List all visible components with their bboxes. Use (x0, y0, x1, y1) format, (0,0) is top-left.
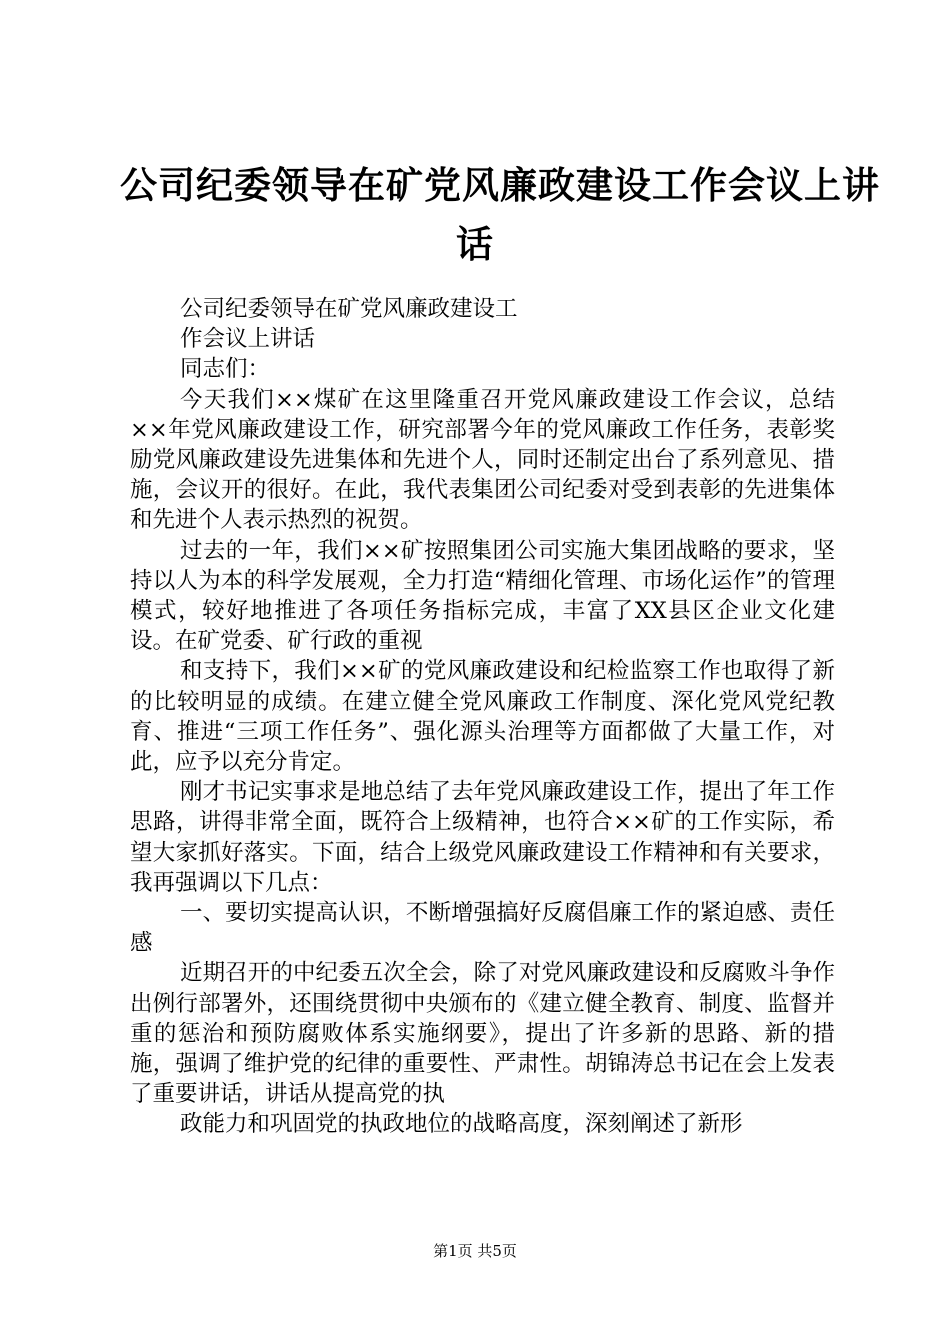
section-heading: 一、要切实提高认识，不断增强搞好反腐倡廉工作的紧迫感、责任感 (130, 900, 835, 957)
paragraph: 今天我们××煤矿在这里隆重召开党风廉政建设工作会议，总结××年党风廉政建设工作，研究部署今年的党风廉政工作任务，表彰奖励党风廉政建设先进集体和先进个人，同时还制定出台了系列意见、措施，会议开的很好。在此，我代表集团公司纪委对受到表彰的先进集体和先进个人表示热烈的祝贺。 (130, 386, 835, 534)
subtitle-line-2: 作会议上讲话 (180, 326, 316, 353)
paragraph: 过去的一年，我们××矿按照集团公司实施大集团战略的要求，坚持以人为本的科学发展观，全力打造“精细化管理、市场化运作”的管理模式，较好地推进了各项任务指标完成，丰富了XX县区企业文化建设。在矿党委、矿行政的重视 (130, 537, 835, 655)
document-title (120, 156, 880, 274)
paragraph: 近期召开的中纪委五次全会，除了对党风廉政建设和反腐败斗争作出例行部署外，还围绕贯彻中央颁布的《建立健全教育、制度、监督并重的惩治和预防腐败体系实施纲要》，提出了许多新的思路、新的措施，强调了维护党的纪律的重要性、严肃性。胡锦涛总书记在会上发表了重要讲话，讲话从提高党的执 (130, 960, 835, 1108)
subtitle-line-1: 公司纪委领导在矿党风廉政建设工 (180, 296, 518, 322)
paragraph: 政能力和巩固党的执政地位的战略高度，深刻阐述了新形 (180, 1111, 743, 1138)
paragraph: 刚才书记实事求是地总结了去年党风廉政建设工作，提出了年工作思路，讲得非常全面，既符合上级精神，也符合××矿的工作实际，希望大家抓好落实。下面，结合上级党风廉政建设工作精神和有关要求，我再强调以下几点： (130, 779, 835, 896)
title-line-1: 公司纪委领导在矿党风廉政建设工作会议上讲 (120, 163, 880, 207)
paragraph: 和支持下，我们××矿的党风廉政建设和纪检监察工作也取得了新的比较明显的成绩。在建立健全党风廉政工作制度、深化党风党纪教育、推进“三项工作任务”、强化源头治理等方面都做了大量工作，对此，应予以充分肯定。 (130, 658, 835, 776)
title-line-2: 话 (456, 222, 494, 266)
document-body (130, 294, 835, 1140)
page-footer: 第1页 共5页 (433, 1242, 517, 1260)
salutation: 同志们： (180, 356, 271, 383)
